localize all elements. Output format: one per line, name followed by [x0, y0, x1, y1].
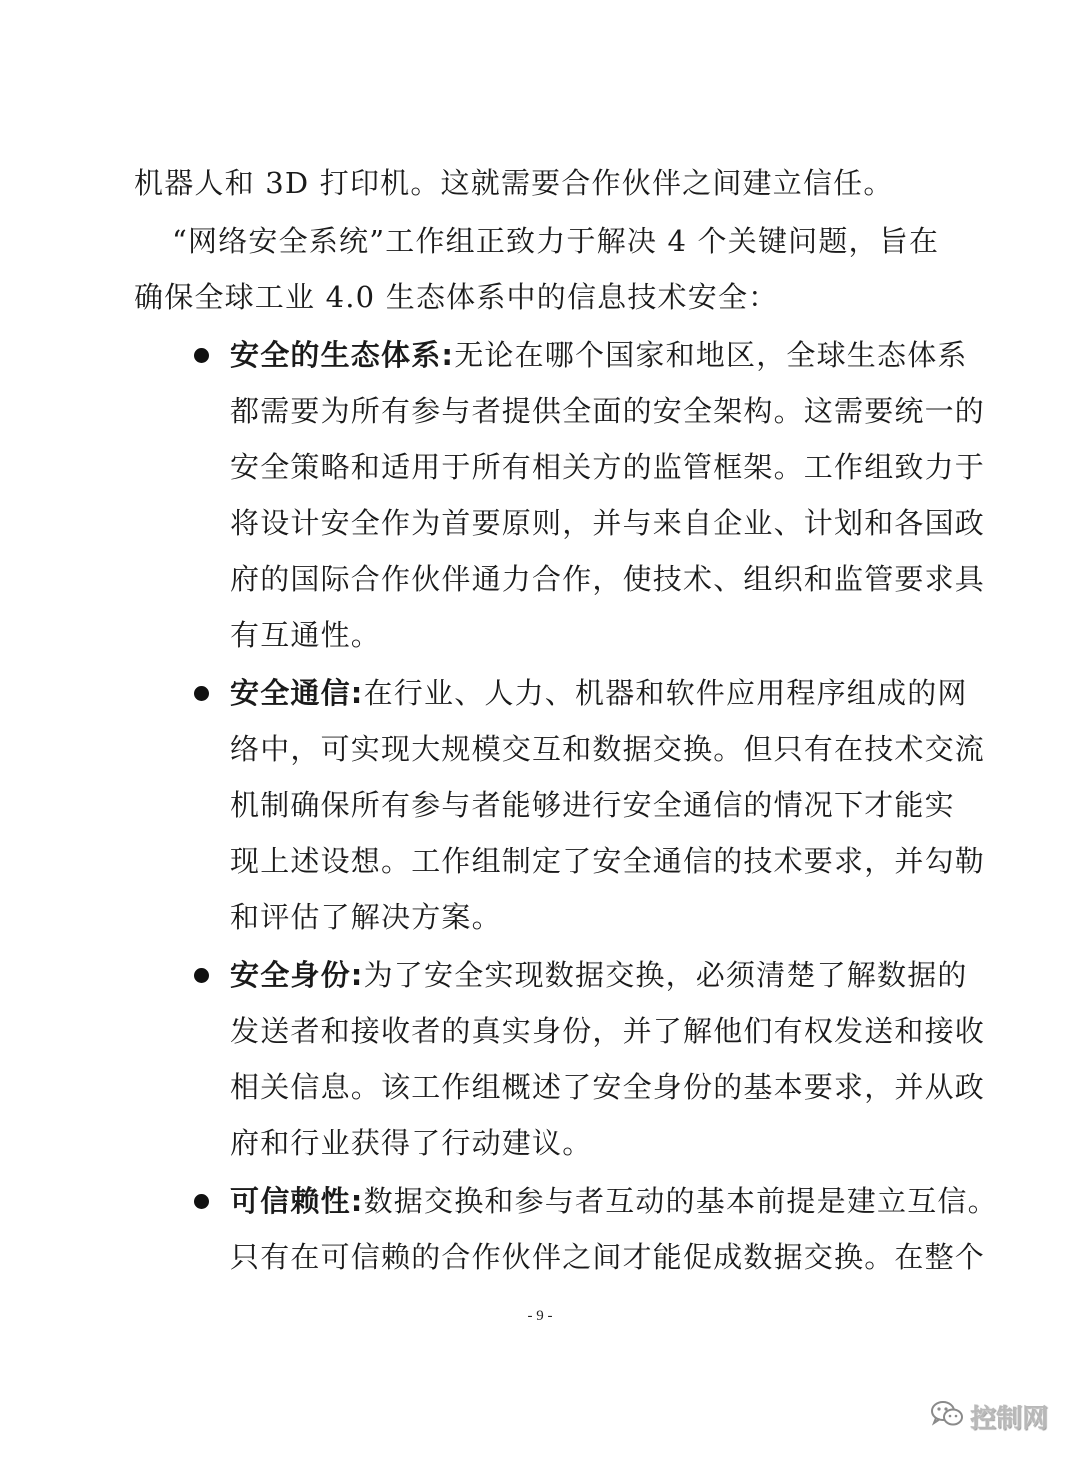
bullet-4-first-line [230, 1181, 998, 1221]
bullet-2-line: 络中，可实现大规模交互和数据交换。但只有在技术交流 [230, 732, 986, 766]
bullet-1-title: 安全的生态体系: [230, 338, 455, 372]
bullet-2-line: 机制确保所有参与者能够进行安全通信的情况下才能实 [230, 788, 955, 822]
bullet-dot-icon [194, 348, 209, 363]
bullet-dot-icon [194, 968, 209, 983]
page-number: - 9 - [527, 1308, 553, 1324]
bullet-1-line: 府的国际合作伙伴通力合作，使技术、组织和监管要求具 [230, 562, 986, 596]
bullet-1-text: 无论在哪个国家和地区，全球生态体系 [454, 338, 968, 372]
bullet-dot-icon [194, 1194, 209, 1209]
bullet-3-title: 安全身份: [230, 958, 364, 992]
bullet-1-line: 都需要为所有参与者提供全面的安全架构。这需要统一的 [230, 394, 986, 428]
bullet-2-line: 现上述设想。工作组制定了安全通信的技术要求，并勾勒 [230, 844, 986, 878]
bullet-1-line: 有互通性。 [230, 618, 382, 652]
paragraph-line-1: “网络安全系统”工作组正致力于解决 4 个关键问题，旨在 [172, 224, 940, 258]
bullet-4-line: 只有在可信赖的合作伙伴之间才能促成数据交换。在整个 [230, 1240, 986, 1274]
bullet-1-first-line [230, 335, 968, 375]
bullet-2-text: 在行业、人力、机器和软件应用程序组成的网 [363, 676, 968, 710]
wechat-icon [930, 1399, 964, 1433]
bullet-4-text: 数据交换和参与者互动的基本前提是建立互信。 [363, 1184, 998, 1218]
bullet-2-title: 安全通信: [230, 676, 364, 710]
bullet-3-line: 相关信息。该工作组概述了安全身份的基本要求，并从政 [230, 1070, 986, 1104]
bullet-3-first-line [230, 955, 968, 995]
watermark-text: 控制网 [970, 1403, 1049, 1434]
bullet-1-line: 将设计安全作为首要原则，并与来自企业、计划和各国政 [230, 506, 986, 540]
bullet-4-title: 可信赖性: [230, 1184, 364, 1218]
bullet-dot-icon [194, 686, 209, 701]
bullet-3-text: 为了安全实现数据交换，必须清楚了解数据的 [363, 958, 968, 992]
watermark [930, 1394, 1048, 1438]
bullet-2-first-line [230, 673, 968, 713]
paragraph-line-2: 确保全球工业 4.0 生态体系中的信息技术安全： [134, 280, 779, 314]
bullet-1-line: 安全策略和适用于所有相关方的监管框架。工作组致力于 [230, 450, 986, 484]
bullet-3-line: 府和行业获得了行动建议。 [230, 1126, 593, 1160]
bullet-2-line: 和评估了解决方案。 [230, 900, 502, 934]
intro-line-1: 机器人和 3D 打印机。这就需要合作伙伴之间建立信任。 [134, 166, 894, 200]
bullet-3-line: 发送者和接收者的真实身份，并了解他们有权发送和接收 [230, 1014, 986, 1048]
